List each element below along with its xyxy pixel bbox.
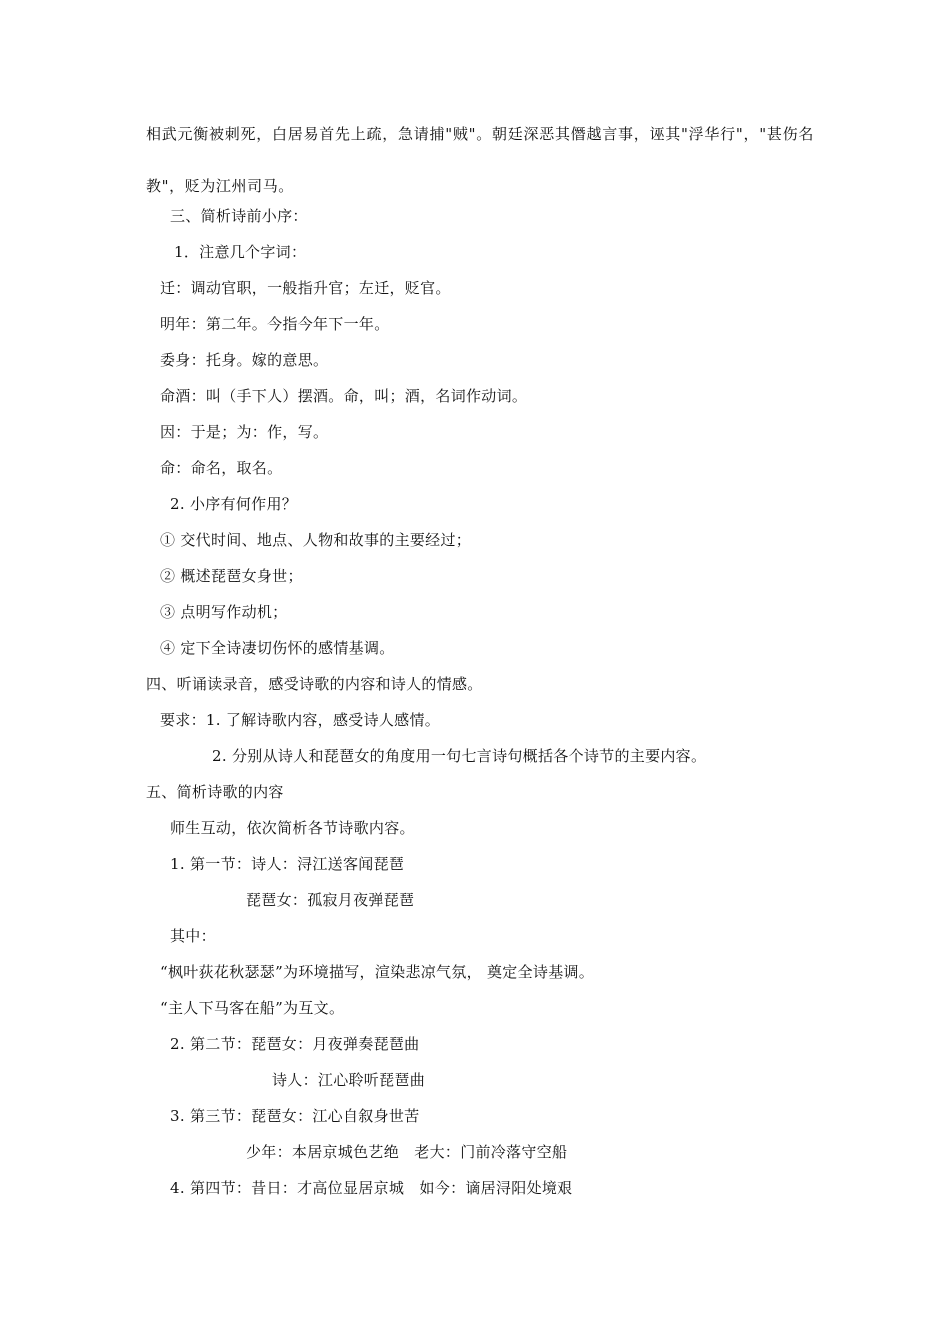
quote-fengye: “枫叶荻花秋瑟瑟”为环境描写，渲染悲凉气氛， 奠定全诗基调。 (160, 963, 595, 981)
note-qian: 迁：调动官职，一般指升官；左迁，贬官。 (160, 279, 451, 297)
stanza-3-youth-old: 少年：本居京城色艺绝 老大：门前冷落守空船 (246, 1143, 568, 1161)
stanza-1-poet: 1. 第一节：诗人：浔江送客闻琵琶 (170, 855, 405, 873)
stanza-2-pipa-girl: 2. 第二节：琵琶女：月夜弹奏琵琶曲 (170, 1035, 420, 1053)
note-mingnian: 明年：第二年。今指今年下一年。 (160, 315, 390, 333)
requirement-2: 2. 分别从诗人和琵琶女的角度用一句七言诗句概括各个诗节的主要内容。 (212, 747, 707, 765)
stanza-3-pipa-girl: 3. 第三节：琵琶女：江心自叙身世苦 (170, 1107, 420, 1125)
stanza-4-past-present: 4. 第四节：昔日：才高位显居京城 如今：谪居浔阳处境艰 (170, 1179, 573, 1197)
among-label: 其中： (170, 927, 216, 945)
subheading-preface-function: 2. 小序有何作用？ (170, 495, 298, 513)
function-item-4: ④ 定下全诗凄切伤怀的感情基调。 (160, 639, 395, 657)
note-yin-wei: 因：于是；为：作，写。 (160, 423, 329, 441)
function-item-1: ① 交代时间、地点、人物和故事的主要经过； (160, 531, 472, 549)
function-item-2: ② 概述琵琶女身世； (160, 567, 303, 585)
intro-paragraph: 相武元衡被刺死，白居易首先上疏，急请捕"贼"。朝廷深恶其僭越言事，诬其"浮华行"，"甚伤名教"，贬为江州司马。 (146, 125, 814, 195)
stanza-2-poet: 诗人：江心聆听琵琶曲 (272, 1071, 426, 1089)
heading-section-5: 五、简析诗歌的内容 (146, 783, 284, 801)
note-mingjiu: 命酒：叫（手下人）摆酒。命，叫；酒，名词作动词。 (160, 387, 528, 405)
requirement-1: 要求：1. 了解诗歌内容，感受诗人感情。 (160, 711, 441, 729)
subheading-word-notes: 1．注意几个字词： (174, 243, 307, 261)
stanza-1-pipa-girl: 琵琶女：孤寂月夜弹琵琶 (246, 891, 415, 909)
heading-section-3: 三、简析诗前小序： (170, 207, 308, 225)
note-ming: 命：命名，取名。 (160, 459, 283, 477)
quote-zhuren: “主人下马客在船”为互文。 (160, 999, 345, 1017)
function-item-3: ③ 点明写作动机； (160, 603, 288, 621)
heading-section-4: 四、听诵读录音，感受诗歌的内容和诗人的情感。 (146, 675, 483, 693)
teacher-student-note: 师生互动，依次简析各节诗歌内容。 (170, 819, 415, 837)
note-weishen: 委身：托身。嫁的意思。 (160, 351, 329, 369)
